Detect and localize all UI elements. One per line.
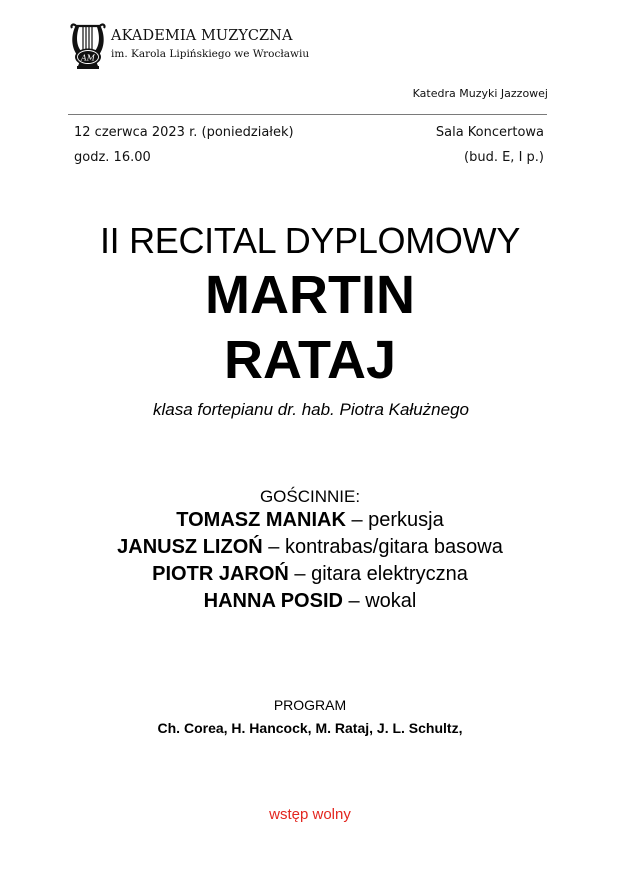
guest-name: PIOTR JAROŃ bbox=[152, 563, 289, 585]
class-info: klasa fortepianu dr. hab. Piotra Kałużnego bbox=[153, 400, 469, 419]
event-venue-detail: (bud. E, I p.) bbox=[464, 150, 544, 165]
event-time: godz. 16.00 bbox=[74, 150, 151, 165]
lyre-logo-icon bbox=[68, 22, 108, 72]
admission-note: wstęp wolny bbox=[269, 806, 351, 823]
header-divider bbox=[68, 114, 547, 115]
guest-item bbox=[0, 536, 620, 559]
performer-first-name: MARTIN bbox=[205, 265, 415, 325]
event-venue: Sala Koncertowa bbox=[435, 125, 544, 140]
guest-role: – kontrabas/gitara basowa bbox=[262, 536, 503, 558]
svg-text:AM: AM bbox=[81, 53, 95, 63]
event-type-heading: II RECITAL DYPLOMOWY bbox=[99, 220, 521, 261]
performer-last-name: RATAJ bbox=[224, 330, 396, 390]
event-date: 12 czerwca 2023 r. (poniedziałek) bbox=[74, 125, 294, 140]
guest-role: – perkusja bbox=[345, 509, 444, 531]
guest-role: – wokal bbox=[342, 590, 417, 612]
guest-role: – gitara elektryczna bbox=[288, 563, 468, 585]
institution-name: AKADEMIA MUZYCZNA bbox=[111, 28, 293, 44]
guest-name: HANNA POSID bbox=[203, 590, 343, 612]
institution-subtitle: im. Karola Lipińskiego we Wrocławiu bbox=[111, 48, 310, 60]
guests-heading: GOŚCINNIE: bbox=[259, 487, 361, 506]
guest-name: TOMASZ MANIAK bbox=[176, 509, 346, 531]
program-composers: Ch. Corea, H. Hancock, M. Rataj, J. L. Schultz, bbox=[157, 720, 463, 736]
program-heading: PROGRAM bbox=[273, 697, 347, 713]
guest-item bbox=[0, 563, 620, 586]
guest-name: JANUSZ LIZOŃ bbox=[117, 536, 263, 558]
guest-item bbox=[0, 590, 620, 613]
department-name: Katedra Muzyki Jazzowej bbox=[412, 87, 548, 100]
guest-item bbox=[0, 509, 620, 532]
